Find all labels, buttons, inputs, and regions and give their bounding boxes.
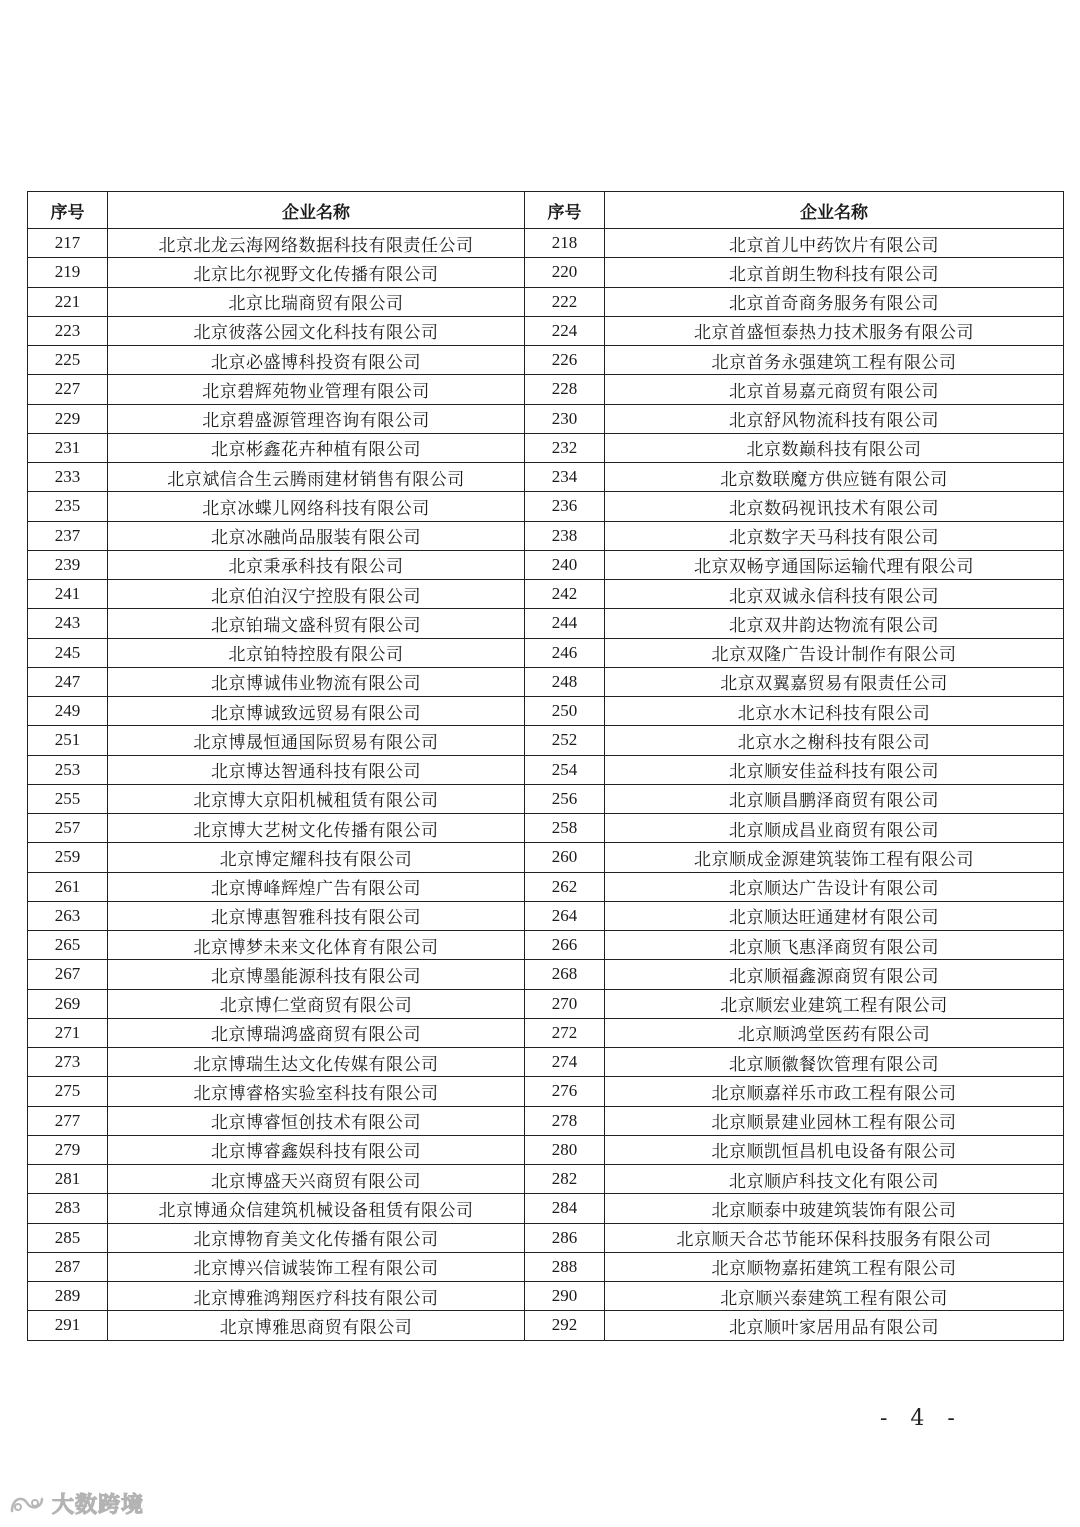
table-header-row: [28, 192, 1064, 229]
company-name-right: 北京顺庐科技文化有限公司: [605, 1165, 1064, 1194]
header-company-name-right: 企业名称: [605, 192, 1064, 229]
watermark: [8, 1488, 144, 1519]
company-name-right: 北京顺天合芯节能环保科技服务有限公司: [605, 1223, 1064, 1252]
serial-right: 246: [525, 638, 605, 667]
brand-logo-icon: [8, 1491, 46, 1517]
table-row: [28, 843, 1064, 872]
serial-right: 260: [525, 843, 605, 872]
serial-right: 290: [525, 1282, 605, 1311]
company-name-left: 北京博诚伟业物流有限公司: [108, 667, 525, 696]
serial-right: 292: [525, 1311, 605, 1340]
company-name-left: 北京博盛天兴商贸有限公司: [108, 1165, 525, 1194]
company-name-left: 北京碧辉苑物业管理有限公司: [108, 375, 525, 404]
company-name-left: 北京博仁堂商贸有限公司: [108, 989, 525, 1018]
serial-left: 219: [28, 258, 108, 287]
serial-left: 225: [28, 346, 108, 375]
header-serial-right: 序号: [525, 192, 605, 229]
table-row: [28, 638, 1064, 667]
serial-left: 249: [28, 697, 108, 726]
serial-right: 228: [525, 375, 605, 404]
company-name-right: 北京首务永强建筑工程有限公司: [605, 346, 1064, 375]
table-row: [28, 1282, 1064, 1311]
company-name-right: 北京首易嘉元商贸有限公司: [605, 375, 1064, 404]
serial-left: 253: [28, 755, 108, 784]
company-name-right: 北京顺成昌业商贸有限公司: [605, 814, 1064, 843]
company-name-right: 北京顺景建业园林工程有限公司: [605, 1106, 1064, 1135]
company-name-right: 北京顺嘉祥乐市政工程有限公司: [605, 1077, 1064, 1106]
serial-right: 288: [525, 1252, 605, 1281]
table-row: [28, 404, 1064, 433]
table-row: [28, 1135, 1064, 1164]
serial-left: 291: [28, 1311, 108, 1340]
serial-left: 287: [28, 1252, 108, 1281]
serial-right: 232: [525, 433, 605, 462]
company-name-left: 北京北龙云海网络数据科技有限责任公司: [108, 229, 525, 258]
serial-right: 262: [525, 872, 605, 901]
company-name-right: 北京双诚永信科技有限公司: [605, 580, 1064, 609]
company-name-left: 北京博雅鸿翔医疗科技有限公司: [108, 1282, 525, 1311]
table-row: [28, 784, 1064, 813]
company-name-right: 北京顺徽餐饮管理有限公司: [605, 1048, 1064, 1077]
company-name-right: 北京顺安佳益科技有限公司: [605, 755, 1064, 784]
serial-left: 237: [28, 521, 108, 550]
serial-left: 243: [28, 609, 108, 638]
company-name-right: 北京双隆广告设计制作有限公司: [605, 638, 1064, 667]
serial-right: 270: [525, 989, 605, 1018]
company-name-right: 北京水之榭科技有限公司: [605, 726, 1064, 755]
serial-left: 217: [28, 229, 108, 258]
serial-left: 267: [28, 960, 108, 989]
serial-right: 268: [525, 960, 605, 989]
company-name-left: 北京博达智通科技有限公司: [108, 755, 525, 784]
serial-right: 224: [525, 316, 605, 345]
table-row: [28, 901, 1064, 930]
serial-left: 223: [28, 316, 108, 345]
company-name-left: 北京铂瑞文盛科贸有限公司: [108, 609, 525, 638]
serial-left: 263: [28, 901, 108, 930]
company-name-left: 北京博晟恒通国际贸易有限公司: [108, 726, 525, 755]
serial-right: 220: [525, 258, 605, 287]
table-row: [28, 287, 1064, 316]
serial-right: 286: [525, 1223, 605, 1252]
company-name-right: 北京双翼嘉贸易有限责任公司: [605, 667, 1064, 696]
company-name-right: 北京顺飞惠泽商贸有限公司: [605, 931, 1064, 960]
serial-left: 227: [28, 375, 108, 404]
serial-left: 277: [28, 1106, 108, 1135]
serial-right: 252: [525, 726, 605, 755]
table-row: [28, 931, 1064, 960]
table-row: [28, 550, 1064, 579]
serial-left: 239: [28, 550, 108, 579]
serial-right: 222: [525, 287, 605, 316]
serial-left: 235: [28, 492, 108, 521]
serial-left: 275: [28, 1077, 108, 1106]
serial-right: 242: [525, 580, 605, 609]
serial-left: 229: [28, 404, 108, 433]
company-name-left: 北京冰蝶儿网络科技有限公司: [108, 492, 525, 521]
company-name-right: 北京顺福鑫源商贸有限公司: [605, 960, 1064, 989]
company-name-left: 北京博墨能源科技有限公司: [108, 960, 525, 989]
company-name-left: 北京彼落公园文化科技有限公司: [108, 316, 525, 345]
company-name-left: 北京铂特控股有限公司: [108, 638, 525, 667]
serial-left: 281: [28, 1165, 108, 1194]
company-name-right: 北京双井韵达物流有限公司: [605, 609, 1064, 638]
table-row: [28, 667, 1064, 696]
serial-right: 256: [525, 784, 605, 813]
serial-left: 251: [28, 726, 108, 755]
company-name-right: 北京顺鸿堂医药有限公司: [605, 1018, 1064, 1047]
table-row: [28, 463, 1064, 492]
table-row: [28, 726, 1064, 755]
company-name-left: 北京比尔视野文化传播有限公司: [108, 258, 525, 287]
company-name-left: 北京博物育美文化传播有限公司: [108, 1223, 525, 1252]
serial-right: 276: [525, 1077, 605, 1106]
table-row: [28, 1048, 1064, 1077]
serial-right: 258: [525, 814, 605, 843]
company-name-left: 北京碧盛源管理咨询有限公司: [108, 404, 525, 433]
company-name-left: 北京必盛博科投资有限公司: [108, 346, 525, 375]
serial-right: 284: [525, 1194, 605, 1223]
serial-left: 257: [28, 814, 108, 843]
company-name-right: 北京数联魔方供应链有限公司: [605, 463, 1064, 492]
serial-left: 269: [28, 989, 108, 1018]
serial-left: 265: [28, 931, 108, 960]
company-name-right: 北京顺兴泰建筑工程有限公司: [605, 1282, 1064, 1311]
company-name-left: 北京博定耀科技有限公司: [108, 843, 525, 872]
header-serial-left: 序号: [28, 192, 108, 229]
serial-left: 245: [28, 638, 108, 667]
serial-right: 278: [525, 1106, 605, 1135]
company-name-right: 北京数巅科技有限公司: [605, 433, 1064, 462]
company-name-right: 北京首儿中药饮片有限公司: [605, 229, 1064, 258]
company-name-left: 北京彬鑫花卉种植有限公司: [108, 433, 525, 462]
table-row: [28, 872, 1064, 901]
company-name-right: 北京双畅亨通国际运输代理有限公司: [605, 550, 1064, 579]
company-name-left: 北京博惠智雅科技有限公司: [108, 901, 525, 930]
company-name-right: 北京顺泰中玻建筑装饰有限公司: [605, 1194, 1064, 1223]
table-row: [28, 1194, 1064, 1223]
table-row: [28, 492, 1064, 521]
company-name-left: 北京博峰辉煌广告有限公司: [108, 872, 525, 901]
table-row: [28, 989, 1064, 1018]
company-name-left: 北京博雅思商贸有限公司: [108, 1311, 525, 1340]
page-number: - 4 -: [880, 1406, 963, 1431]
company-name-right: 北京顺成金源建筑装饰工程有限公司: [605, 843, 1064, 872]
table-row: [28, 1106, 1064, 1135]
serial-left: 273: [28, 1048, 108, 1077]
serial-left: 285: [28, 1223, 108, 1252]
company-name-right: 北京顺凯恒昌机电设备有限公司: [605, 1135, 1064, 1164]
table-row: [28, 375, 1064, 404]
table-row: [28, 1077, 1064, 1106]
table-row: [28, 1252, 1064, 1281]
table-row: [28, 258, 1064, 287]
company-name-left: 北京博通众信建筑机械设备租赁有限公司: [108, 1194, 525, 1223]
serial-left: 247: [28, 667, 108, 696]
serial-left: 283: [28, 1194, 108, 1223]
serial-right: 282: [525, 1165, 605, 1194]
serial-left: 271: [28, 1018, 108, 1047]
company-name-left: 北京博诚致远贸易有限公司: [108, 697, 525, 726]
company-name-left: 北京博瑞生达文化传媒有限公司: [108, 1048, 525, 1077]
table-row: [28, 1165, 1064, 1194]
serial-right: 238: [525, 521, 605, 550]
watermark-text: 大数跨境: [52, 1493, 145, 1518]
table-row: [28, 1223, 1064, 1252]
company-name-right: 北京舒风物流科技有限公司: [605, 404, 1064, 433]
table-row: [28, 960, 1064, 989]
company-name-left: 北京博大艺树文化传播有限公司: [108, 814, 525, 843]
table-row: [28, 814, 1064, 843]
serial-right: 272: [525, 1018, 605, 1047]
company-name-right: 北京首盛恒泰热力技术服务有限公司: [605, 316, 1064, 345]
table-row: [28, 229, 1064, 258]
serial-right: 280: [525, 1135, 605, 1164]
serial-right: 254: [525, 755, 605, 784]
company-name-right: 北京顺叶家居用品有限公司: [605, 1311, 1064, 1340]
company-name-right: 北京水木记科技有限公司: [605, 697, 1064, 726]
serial-left: 289: [28, 1282, 108, 1311]
serial-right: 240: [525, 550, 605, 579]
serial-right: 230: [525, 404, 605, 433]
table-row: [28, 697, 1064, 726]
table-row: [28, 755, 1064, 784]
company-name-left: 北京博梦未来文化体育有限公司: [108, 931, 525, 960]
serial-right: 248: [525, 667, 605, 696]
serial-right: 274: [525, 1048, 605, 1077]
company-name-left: 北京博大京阳机械租赁有限公司: [108, 784, 525, 813]
table-row: [28, 609, 1064, 638]
company-name-right: 北京数字天马科技有限公司: [605, 521, 1064, 550]
serial-right: 266: [525, 931, 605, 960]
serial-right: 250: [525, 697, 605, 726]
serial-left: 279: [28, 1135, 108, 1164]
header-company-name-left: 企业名称: [108, 192, 525, 229]
company-name-right: 北京顺昌鹏泽商贸有限公司: [605, 784, 1064, 813]
company-name-left: 北京博睿鑫娱科技有限公司: [108, 1135, 525, 1164]
serial-left: 259: [28, 843, 108, 872]
company-name-left: 北京冰融尚品服装有限公司: [108, 521, 525, 550]
company-name-right: 北京首奇商务服务有限公司: [605, 287, 1064, 316]
company-name-left: 北京伯泊汉宁控股有限公司: [108, 580, 525, 609]
table-row: [28, 346, 1064, 375]
serial-left: 233: [28, 463, 108, 492]
company-name-right: 北京顺达广告设计有限公司: [605, 872, 1064, 901]
company-name-left: 北京比瑞商贸有限公司: [108, 287, 525, 316]
table-body: [28, 229, 1064, 1341]
company-list-table: [27, 191, 1064, 1341]
serial-right: 226: [525, 346, 605, 375]
company-name-right: 北京顺达旺通建材有限公司: [605, 901, 1064, 930]
company-name-right: 北京顺物嘉拓建筑工程有限公司: [605, 1252, 1064, 1281]
serial-right: 234: [525, 463, 605, 492]
company-name-left: 北京博睿恒创技术有限公司: [108, 1106, 525, 1135]
company-name-left: 北京博兴信诚装饰工程有限公司: [108, 1252, 525, 1281]
company-name-left: 北京秉承科技有限公司: [108, 550, 525, 579]
table-row: [28, 580, 1064, 609]
serial-right: 264: [525, 901, 605, 930]
table-row: [28, 1018, 1064, 1047]
serial-right: 218: [525, 229, 605, 258]
serial-left: 255: [28, 784, 108, 813]
table-row: [28, 316, 1064, 345]
company-name-left: 北京斌信合生云腾雨建材销售有限公司: [108, 463, 525, 492]
company-name-right: 北京数码视讯技术有限公司: [605, 492, 1064, 521]
table-row: [28, 521, 1064, 550]
company-name-left: 北京博瑞鸿盛商贸有限公司: [108, 1018, 525, 1047]
serial-left: 261: [28, 872, 108, 901]
company-name-left: 北京博睿格实验室科技有限公司: [108, 1077, 525, 1106]
company-name-right: 北京首朗生物科技有限公司: [605, 258, 1064, 287]
table-row: [28, 433, 1064, 462]
serial-right: 244: [525, 609, 605, 638]
company-name-right: 北京顺宏业建筑工程有限公司: [605, 989, 1064, 1018]
serial-left: 221: [28, 287, 108, 316]
serial-right: 236: [525, 492, 605, 521]
table-row: [28, 1311, 1064, 1340]
serial-left: 241: [28, 580, 108, 609]
serial-left: 231: [28, 433, 108, 462]
